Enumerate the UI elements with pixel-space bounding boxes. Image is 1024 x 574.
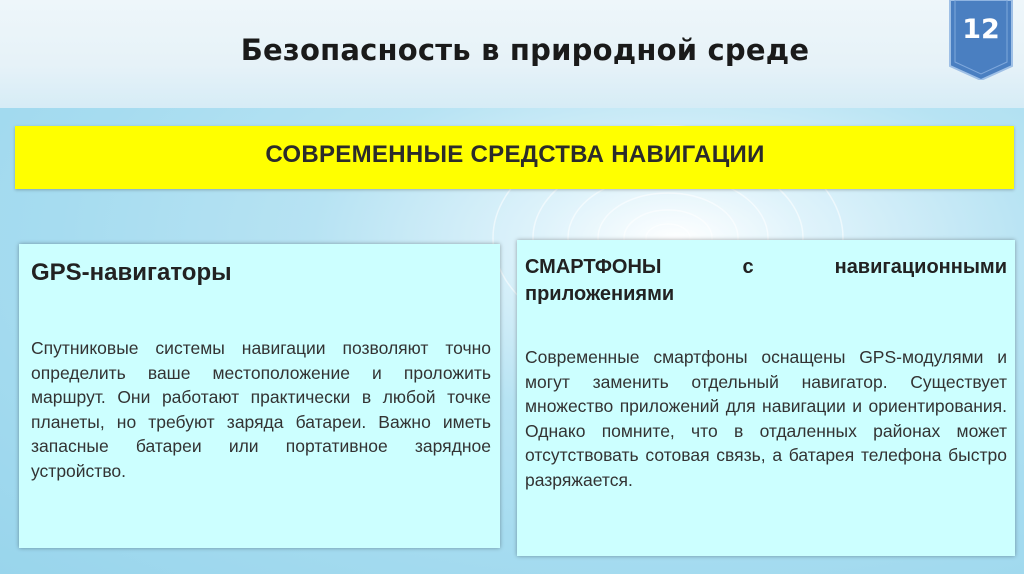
- card-body: Современные смартфоны оснащены GPS-модулями и могут заменить отдельный навигатор. Существует множество приложений для навигации и ориентирования. Однако помните, что в отдаленных районах может отсутствовать сотовая связь, а батарея телефона быстро разряжается.: [525, 347, 1007, 490]
- card-heading: GPS-навигаторы: [31, 259, 232, 286]
- gps-card: [19, 244, 500, 548]
- section-banner: [15, 126, 1014, 189]
- card-heading: СМАРТФОНЫ с навигационными приложениями: [525, 256, 1007, 305]
- card-body: Спутниковые системы навигации позволяют точно определить ваше местоположение и проложить маршрут. Они работают практически в любой точке планеты, но требуют заряда батареи. Важно иметь запасные батареи или портативное зарядное устройство.: [31, 338, 491, 481]
- smartphone-card: [517, 240, 1015, 556]
- page-title: Безопасность в природной среде: [240, 33, 810, 67]
- page-number-badge: [948, 0, 1014, 80]
- page-number: 12: [962, 14, 1000, 45]
- banner-text: СОВРЕМЕННЫЕ СРЕДСТВА НАВИГАЦИИ: [265, 141, 765, 168]
